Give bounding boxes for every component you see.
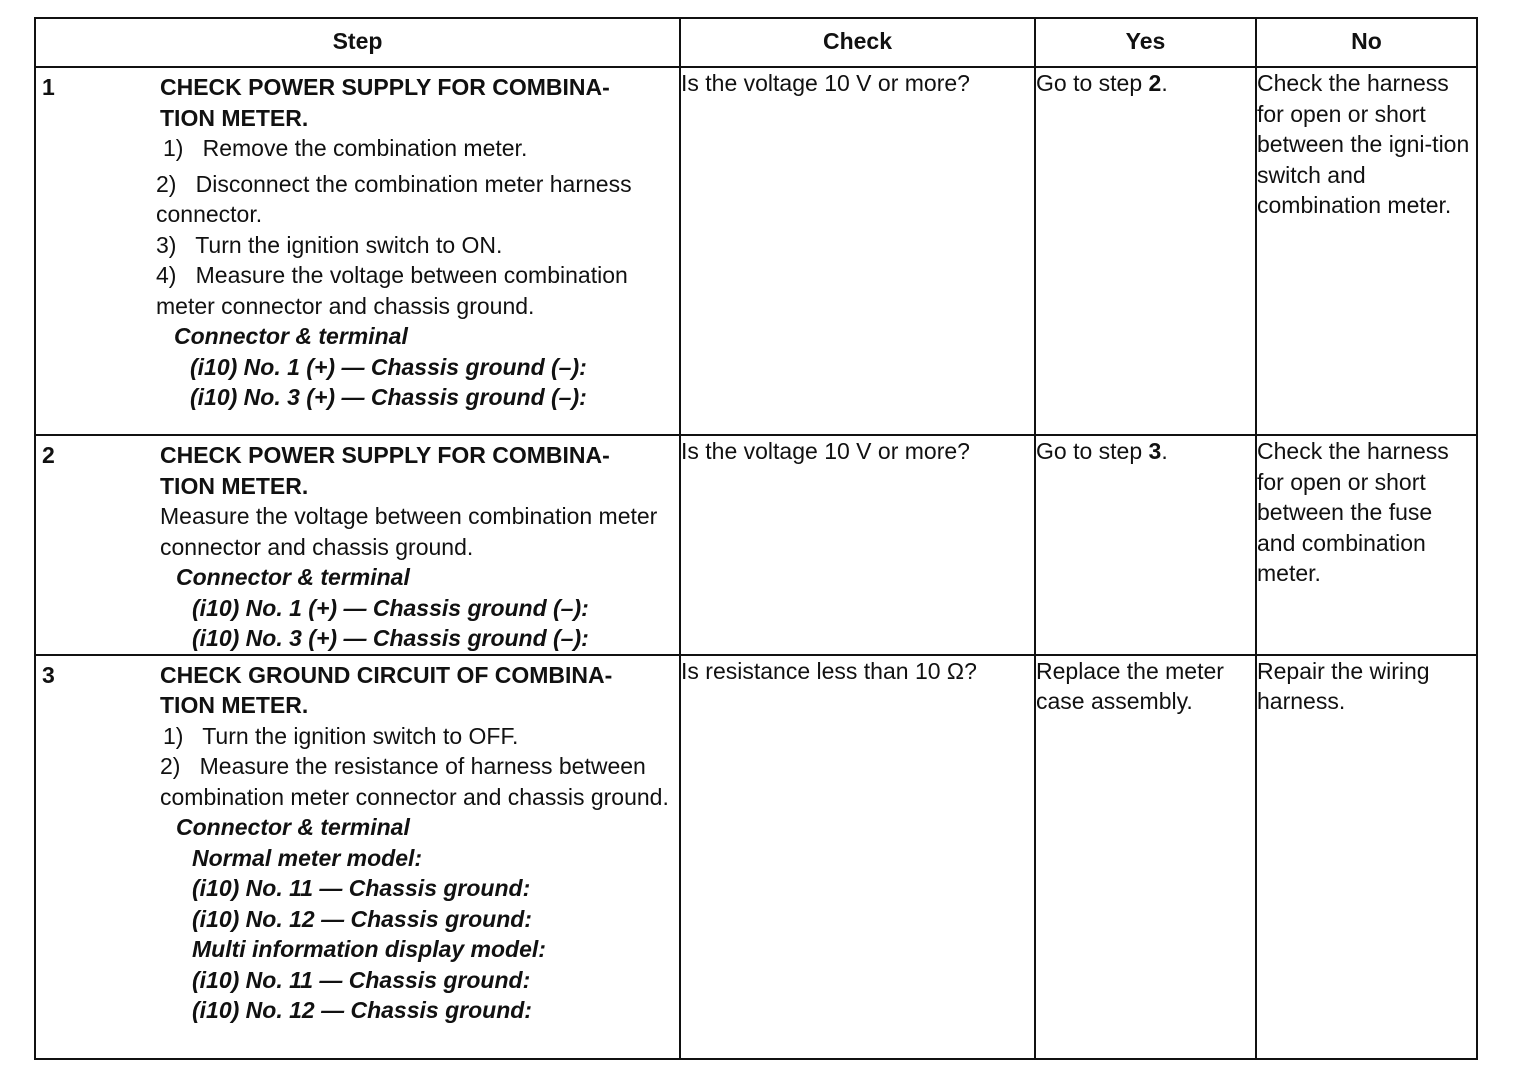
terminal-spec: (i10) No. 12 — Chassis ground: <box>192 905 532 932</box>
yes-suffix: . <box>1161 70 1168 96</box>
check-cell: Is the voltage 10 V or more? <box>680 435 1035 655</box>
yes-text: Go to step <box>1036 438 1149 464</box>
yes-suffix: . <box>1161 438 1168 464</box>
terminal-spec: (i10) No. 3 (+) — Chassis ground (–): <box>192 625 589 651</box>
no-cell: Check the harness for open or short between the igni-tion switch and combination meter. <box>1256 67 1477 435</box>
no-cell: Check the harness for open or short between the fuse and combination meter. <box>1256 435 1477 655</box>
step-instruction: 1) Turn the ignition switch to OFF. <box>163 722 519 749</box>
table-row <box>35 435 1477 655</box>
terminal-spec: Multi information display model: <box>192 936 546 962</box>
table-row <box>35 655 1477 1059</box>
step-cell <box>35 655 680 1059</box>
terminal-spec: Normal meter model: <box>192 844 423 871</box>
diagnostic-table <box>34 17 1478 1060</box>
no-cell: Repair the wiring harness. <box>1256 655 1477 1059</box>
step-cell <box>35 435 680 655</box>
step-instruction: 2) Disconnect the combination meter harness connector. <box>156 170 638 227</box>
yes-step-number: 3 <box>1148 438 1162 464</box>
step-number: 3 <box>42 661 55 688</box>
connector-terminal-label: Connector & terminal <box>176 564 410 590</box>
terminal-spec: (i10) No. 3 (+) — Chassis ground (–): <box>190 384 587 410</box>
step-instruction: 2) Measure the resistance of harness between combination meter connector and chassis ground. <box>160 753 669 810</box>
yes-cell <box>1035 435 1256 655</box>
step-cell <box>35 67 680 435</box>
header-yes: Yes <box>1035 18 1256 67</box>
header-no: No <box>1256 18 1477 67</box>
header-row <box>35 18 1477 67</box>
table-row <box>35 67 1477 435</box>
terminal-spec: (i10) No. 1 (+) — Chassis ground (–): <box>190 353 587 380</box>
step-title: CHECK GROUND CIRCUIT OF COMBINA- TION METER. <box>160 661 613 718</box>
yes-cell: Replace the meter case assembly. <box>1035 655 1256 1059</box>
step-instruction: 1) Remove the combination meter. <box>163 135 528 161</box>
terminal-spec: (i10) No. 1 (+) — Chassis ground (–): <box>192 594 589 621</box>
yes-text: Go to step <box>1036 70 1149 96</box>
step-number: 2 <box>42 442 55 468</box>
check-cell: Is resistance less than 10 Ω? <box>680 655 1035 1059</box>
step-instruction: Measure the voltage between combination meter connector and chassis ground. <box>160 503 664 560</box>
step-number: 1 <box>42 74 55 100</box>
step-title: CHECK POWER SUPPLY FOR COMBINA- TION METER. <box>160 442 610 499</box>
connector-terminal-label: Connector & terminal <box>176 814 410 840</box>
header-step: Step <box>35 18 680 67</box>
terminal-spec: (i10) No. 11 — Chassis ground: <box>192 875 531 901</box>
terminal-spec: (i10) No. 12 — Chassis ground: <box>192 997 532 1023</box>
step-instruction: 3) Turn the ignition switch to ON. <box>156 231 503 258</box>
yes-step-number: 2 <box>1148 70 1162 96</box>
step-title: CHECK POWER SUPPLY FOR COMBINA- TION METER. <box>160 74 610 131</box>
check-cell: Is the voltage 10 V or more? <box>680 67 1035 435</box>
terminal-spec: (i10) No. 11 — Chassis ground: <box>192 966 531 993</box>
step-instruction: 4) Measure the voltage between combination meter connector and chassis ground. <box>156 262 635 319</box>
yes-cell <box>1035 67 1256 435</box>
connector-terminal-label: Connector & terminal <box>174 323 408 349</box>
header-check: Check <box>680 18 1035 67</box>
